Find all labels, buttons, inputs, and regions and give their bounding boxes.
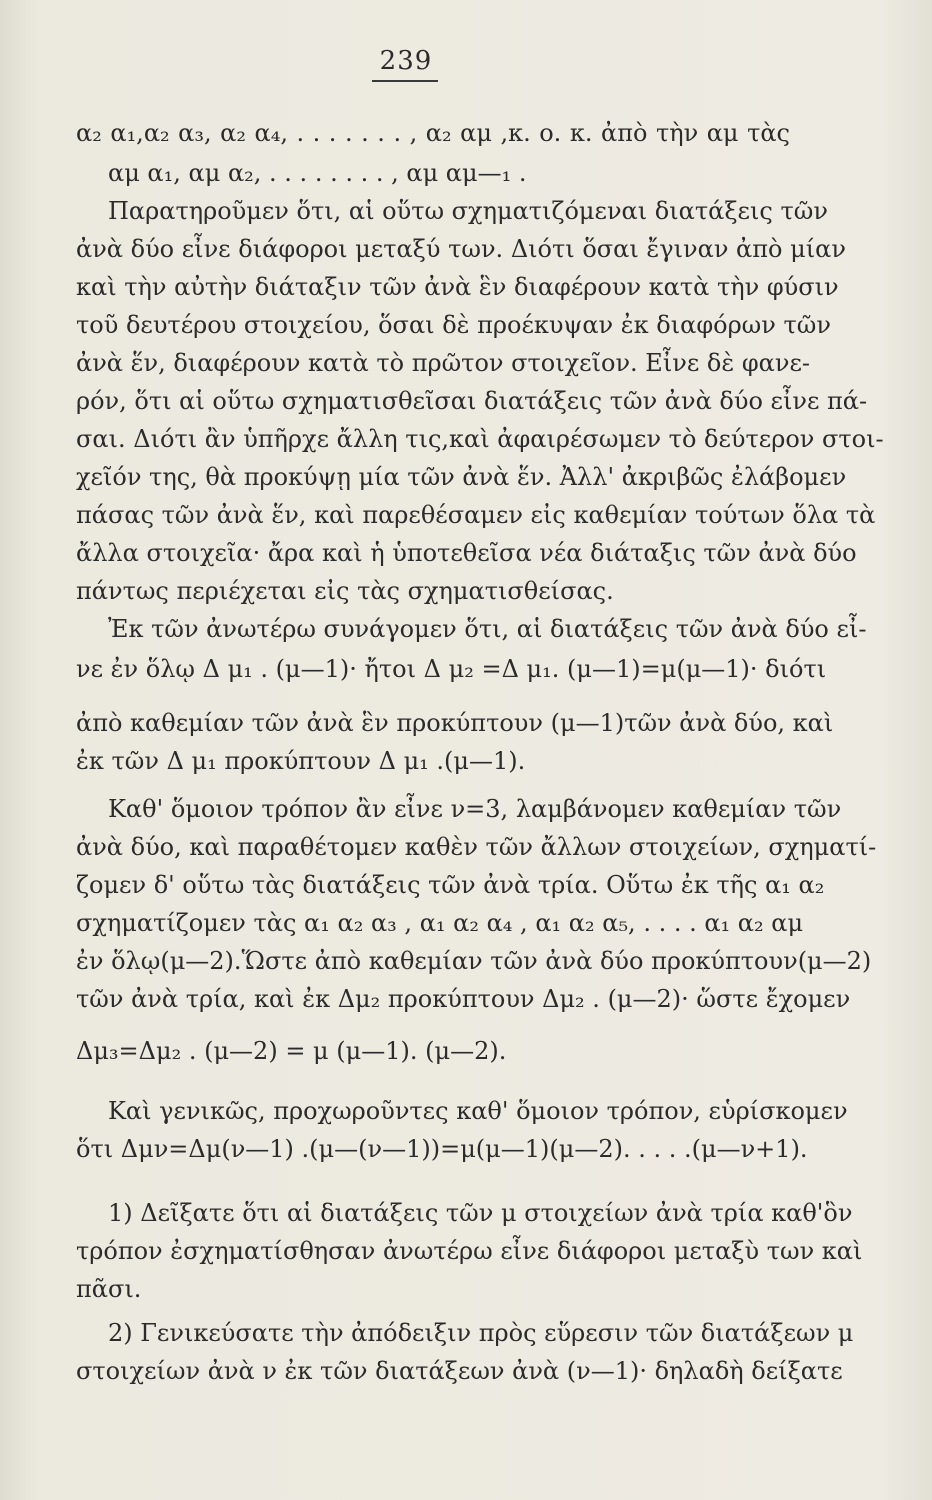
exercise-1-line: πᾶσι. [76, 1275, 142, 1303]
exercise-2-line: στοιχείων ἀνὰ ν ἐκ τῶν διατάξεων ἀνὰ (ν—1)· δηλαδὴ δείξατε [76, 1357, 843, 1385]
text-line: ἄλλα στοιχεῖα· ἄρα καὶ ἡ ὑποτεθεῖσα νέα διάταξις τῶν ἀνὰ δύο [76, 539, 857, 567]
text-line: αμ α₁, αμ α₂, . . . . . . . . , αμ αμ—₁ . [108, 159, 527, 187]
page-number-rule [372, 80, 438, 82]
equation-line: Δμ₃=Δμ₂ . (μ—2) = μ (μ—1). (μ—2). [76, 1037, 507, 1065]
exercise-1-line: 1) Δεῖξατε ὅτι αἱ διατάξεις τῶν μ στοιχείων ἀνὰ τρία καθ'ὃν [108, 1199, 853, 1227]
text-line: ἐν ὅλῳ(μ—2).Ὥστε ἀπὸ καθεμίαν τῶν ἀνὰ δύο προκύπτουν(μ—2) [76, 947, 872, 975]
text-line: ἀνὰ δύο εἶνε διάφοροι μεταξύ των. Διότι ὅσαι ἔγιναν ἀπὸ μίαν [76, 235, 846, 263]
text-line: σχηματίζομεν τὰς α₁ α₂ α₃ , α₁ α₂ α₄ , α₁ α₂ α₅, . . . . α₁ α₂ αμ [76, 909, 804, 937]
text-line: ἀνὰ ἕν, διαφέρουν κατὰ τὸ πρῶτον στοιχεῖον. Εἶνε δὲ φανε- [76, 349, 810, 377]
text-line: τοῦ δευτέρου στοιχείου, ὅσαι δὲ προέκυψαν ἐκ διαφόρων τῶν [76, 311, 831, 339]
text-line: πάντως περιέχεται εἰς τὰς σχηματισθείσας. [76, 577, 614, 605]
exercise-1-line: τρόπον ἐσχηματίσθησαν ἀνωτέρω εἶνε διάφοροι μεταξὺ των καὶ [76, 1237, 863, 1265]
text-line: σαι. Διότι ἂν ὑπῆρχε ἄλλη τις,καὶ ἀφαιρέσωμεν τὸ δεύτερον στοι- [76, 425, 884, 453]
text-line: ἀπὸ καθεμίαν τῶν ἀνὰ ἓν προκύπτουν (μ—1)τῶν ἀνὰ δύο, καὶ [76, 709, 834, 737]
equation-line: ἐκ τῶν Δ μ₁ προκύπτουν Δ μ₁ .(μ—1). [76, 747, 526, 775]
text-line: Παρατηροῦμεν ὅτι, αἱ οὕτω σχηματιζόμεναι διατάξεις τῶν [108, 197, 828, 225]
page-number: 239 [379, 46, 433, 76]
text-line: τῶν ἀνὰ τρία, καὶ ἐκ Δμ₂ προκύπτουν Δμ₂ . (μ—2)· ὥστε ἔχομεν [76, 985, 851, 1013]
text-line: καὶ τὴν αὐτὴν διάταξιν τῶν ἀνὰ ἓν διαφέρουν κατὰ τὴν φύσιν [76, 273, 839, 301]
text-line: Καὶ γενικῶς, προχωροῦντες καθ' ὅμοιον τρόπον, εὑρίσκομεν [108, 1097, 848, 1125]
text-line: ἀνὰ δύο, καὶ παραθέτομεν καθὲν τῶν ἄλλων στοιχείων, σχηματί- [76, 833, 877, 861]
text-line: Ἐκ τῶν ἀνωτέρω συνάγομεν ὅτι, αἱ διατάξεις τῶν ἀνὰ δύο εἶ- [108, 615, 867, 643]
text-line: πάσας τῶν ἀνὰ ἕν, καὶ παρεθέσαμεν εἰς καθεμίαν τούτων ὅλα τὰ [76, 501, 876, 529]
text-line: χεῖόν της, θὰ προκύψῃ μία τῶν ἀνὰ ἕν. Ἀλλ' ἀκριβῶς ἐλάβομεν [76, 463, 847, 491]
text-line: α₂ α₁,α₂ α₃, α₂ α₄, . . . . . . . , α₂ αμ ,κ. ο. κ. ἀπὸ τὴν αμ τὰς [76, 119, 790, 147]
equation-line: νε ἐν ὅλῳ Δ μ₁ . (μ—1)· ἤτοι Δ μ₂ =Δ μ₁. (μ—1)=μ(μ—1)· διότι [76, 655, 827, 683]
equation-line: ὅτι Δμν=Δμ(ν—1) .(μ—(ν—1))=μ(μ—1)(μ—2). . . . .(μ—ν+1). [76, 1135, 808, 1163]
exercise-2-line: 2) Γενικεύσατε τὴν ἀπόδειξιν πρὸς εὕρεσιν τῶν διατάξεων μ [108, 1319, 854, 1347]
text-line: ζομεν δ' οὕτω τὰς διατάξεις τῶν ἀνὰ τρία. Οὕτω ἐκ τῆς α₁ α₂ [76, 871, 825, 899]
text-line: Καθ' ὅμοιον τρόπον ἂν εἶνε ν=3, λαμβάνομεν καθεμίαν τῶν [108, 795, 842, 823]
text-line: ρόν, ὅτι αἱ οὕτω σχηματισθεῖσαι διατάξεις τῶν ἀνὰ δύο εἶνε πά- [76, 387, 868, 415]
